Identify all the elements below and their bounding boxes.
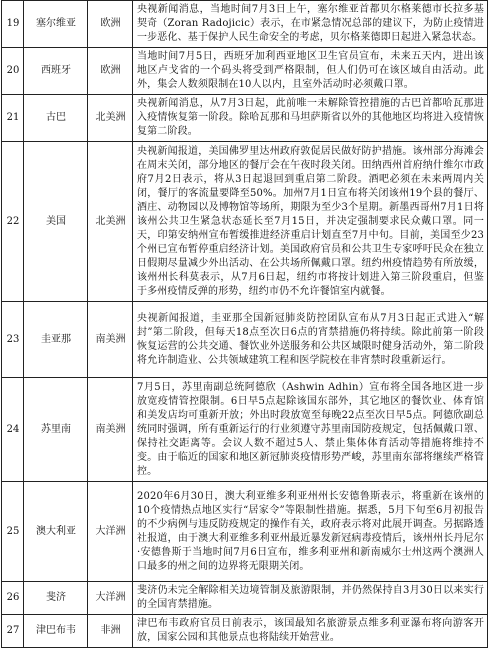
country-name: 苏里南 [24, 378, 88, 482]
measures-table [1, 0, 488, 648]
country-name: 美国 [24, 142, 88, 302]
continent-name: 北美洲 [88, 142, 133, 302]
table-row [2, 142, 488, 302]
row-number: 25 [2, 482, 24, 582]
country-name: 塞尔维亚 [24, 1, 88, 48]
continent-name: 南美洲 [88, 302, 133, 378]
measure-description: 央视新闻报道，美国佛罗里达州政府敦促居民做好防护措施。该州部分海滩会在周末关闭，部分地区的餐厅会在午夜时段关闭。田纳西州首府纳什维尔市政府7月2日表示，将从3日起退回到重启第二阶段。酒吧必须在未来两周内关闭，餐厅的客流量要降至50%。加州7月1日宣布将关闭该州19个县的餐厅、酒庄、动物园以及博物馆等场所，期限为至少3个星期。新墨西哥州7月1日将该州公共卫生紧急状态延长至7月15日，并决定强制要求民众戴口罩。同一天，印第安纳州宣布暂缓推进经济重启计划直至7月中旬。目前，美国至少23个州已宣布暂停重启经济计划。美国政府官员和公共卫生专家呼吁民众在独立日假期尽量减少外出活动、在公共场所佩戴口罩。纽约州疫情趋势有所放缓，该州州长科莫表示，从7月6日起，纽约市将按计划进入第三阶段重启，但鉴于多州疫情反弹的形势，纽约市仍不允许餐馆室内就餐。 [133, 142, 488, 302]
row-number: 24 [2, 378, 24, 482]
measure-description: 7月5日，苏里南副总统阿德欣（Ashwin Adhin）宣布将全国各地区进一步放宽疫情管控限制。6日早5点起除该国东部外，其它地区的餐饮业、体育馆和美发店均可重新开放；外出时段放宽至每晚22点至次日早5点。阿德欣副总统同时强调，所有重新运行的行业须遵守苏里南国防疫规定，包括佩戴口罩、保持社交距离等。会议人数不超过5人、禁止集体体育活动等措施将维持不变。由于临近的国家和地区新冠肺炎疫情形势严峻，苏里南东部将继续严格管控。 [133, 378, 488, 482]
row-number: 19 [2, 1, 24, 48]
measure-description: 央视新闻报道，圭亚那全国新冠肺炎防控团队宣布从7月3日起正式进入“解封”第二阶段，但每天18点至次日6点的宵禁措施仍将持续。除此前第一阶段恢复运营的公共交通、餐饮业外送服务和公共区域限时健身活动外，第二阶段将允许制造业、公共领域建筑工程和医学院校在非宵禁时段重新运行。 [133, 302, 488, 378]
table-row [2, 582, 488, 615]
table-row [2, 482, 488, 582]
row-number: 20 [2, 48, 24, 95]
continent-name: 大洋洲 [88, 582, 133, 615]
measure-description: 当地时间7月5日，西班牙加利西亚地区卫生官员宣布，未来五天内，进出该地区卢戈省的一个码头将受到严格限制，但人们仍可在该区域自由活动。此外，集会人数须限制在10人以内，且室外活动时必须戴口罩。 [133, 48, 488, 95]
continent-name: 欧洲 [88, 48, 133, 95]
measure-description: 央视新闻消息，当地时间7月3日上午，塞尔维亚首都贝尔格莱德市长拉多基契奇（Zoran Radojicic）表示，在市紧急情况总部的建议下，为防止疫情进一步恶化、基于保护人民生命安全的考虑，贝尔格莱德即日起进入紧急状态。 [133, 1, 488, 48]
row-number: 22 [2, 142, 24, 302]
row-number: 21 [2, 95, 24, 142]
row-number: 26 [2, 582, 24, 615]
continent-name: 大洋洲 [88, 482, 133, 582]
table-row [2, 95, 488, 142]
country-name: 津巴布韦 [24, 615, 88, 648]
measure-description: 2020年6月30日，澳大利亚维多利亚州州长安德鲁斯表示，将重新在该州的10个疫情热点地区实行“居家令”等限制性措施。据悉，5月下旬至6月初报告的不少病例与违反防疫规定的操作有关，政府表示将对此展开调查。另据路透社报道，由于澳大利亚维多利亚州最近暴发新冠病毒疫情后，该州州长丹尼尔·安德鲁斯于当地时间7月6日宣布，维多利亚州和新南威尔士州这两个澳洲人口最多的州之间的边界将无限期关闭。 [133, 482, 488, 582]
measure-description: 津巴布韦政府官员日前表示，该国最知名旅游景点维多利亚瀑布将向游客开放，国家公园和其他景点也将陆续开始营业。 [133, 615, 488, 648]
measure-description: 央视新闻消息，从7月3日起，此前唯一未解除管控措施的古巴首都哈瓦那进入疫情恢复第一阶段。除哈瓦那和马坦萨斯省以外的其他地区均将进入疫情恢复第二阶段。 [133, 95, 488, 142]
table-row [2, 1, 488, 48]
table-row [2, 48, 488, 95]
continent-name: 北美洲 [88, 95, 133, 142]
measure-description: 斐济仍未完全解除相关边境管制及旅游限制，并仍然保持自3月30日以来实行的全国宵禁措施。 [133, 582, 488, 615]
country-name: 古巴 [24, 95, 88, 142]
country-name: 圭亚那 [24, 302, 88, 378]
continent-name: 欧洲 [88, 1, 133, 48]
row-number: 27 [2, 615, 24, 648]
country-name: 西班牙 [24, 48, 88, 95]
row-number: 23 [2, 302, 24, 378]
country-name: 斐济 [24, 582, 88, 615]
continent-name: 南美洲 [88, 378, 133, 482]
continent-name: 非洲 [88, 615, 133, 648]
country-name: 澳大利亚 [24, 482, 88, 582]
table-row [2, 615, 488, 648]
table-row [2, 302, 488, 378]
table-row [2, 378, 488, 482]
